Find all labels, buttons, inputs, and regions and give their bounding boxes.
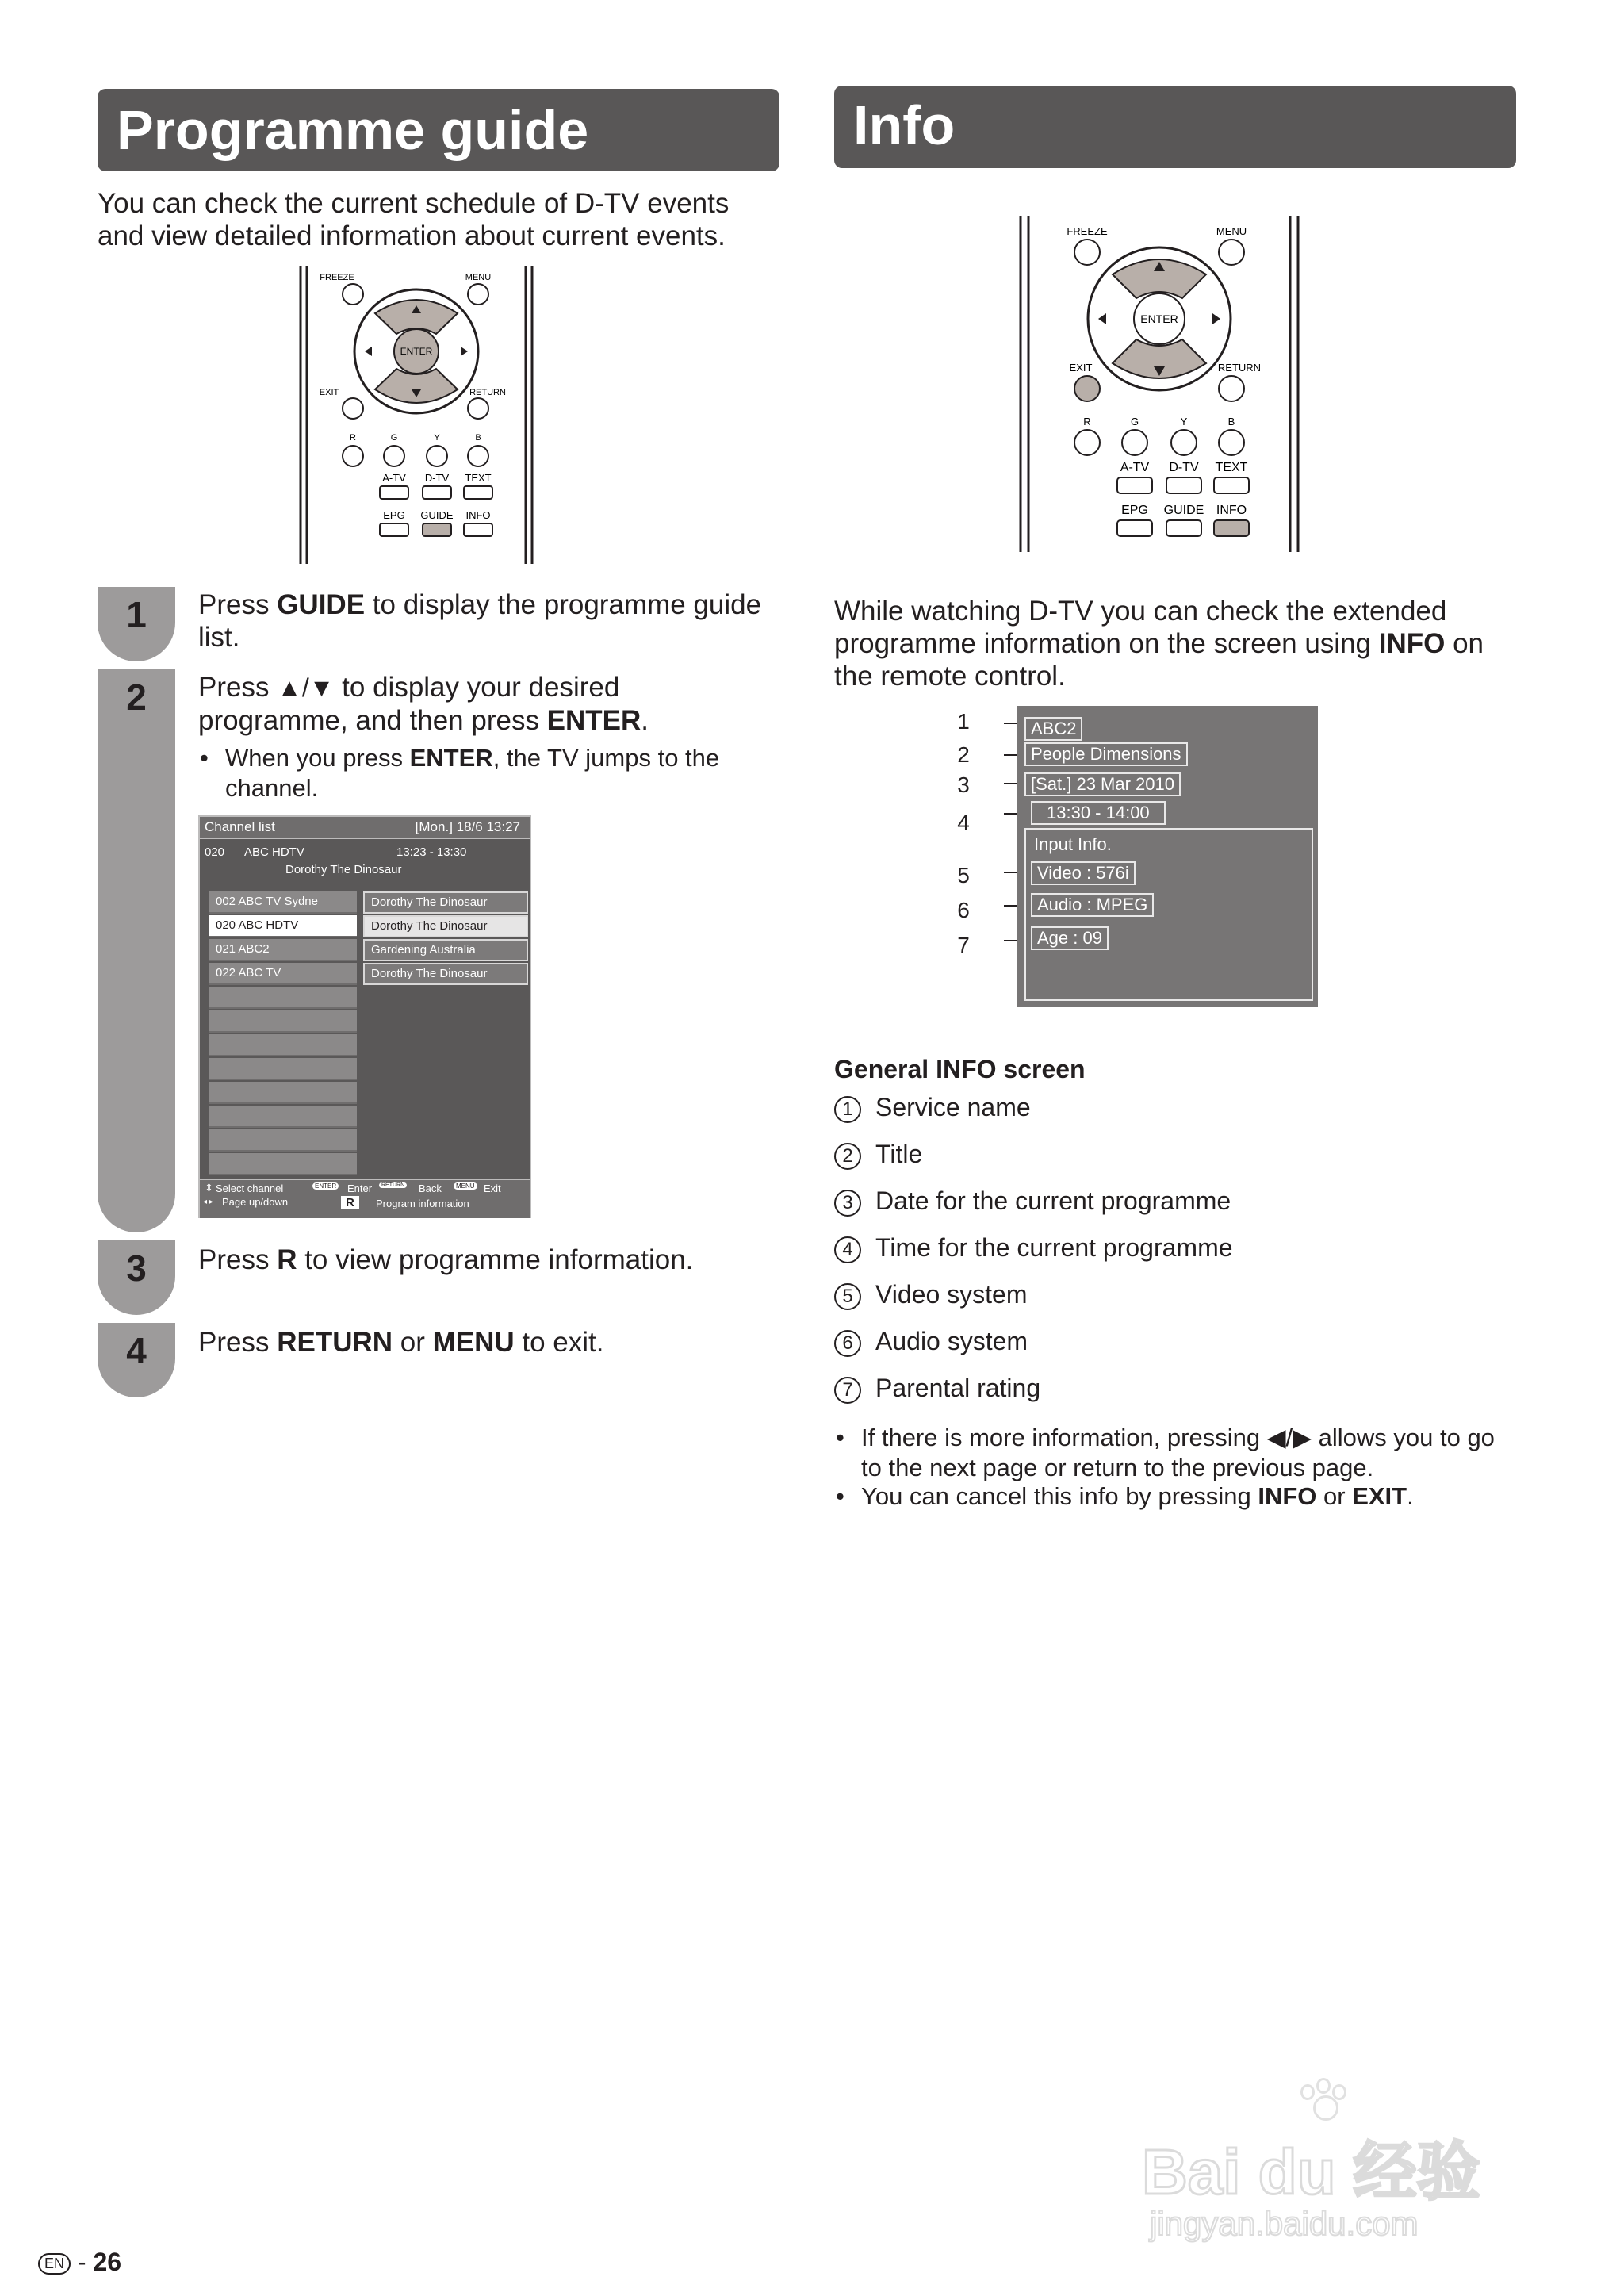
menu-label: MENU <box>465 273 492 282</box>
step-3-badge: 3 <box>98 1240 175 1315</box>
programme-guide-title: Programme guide <box>98 89 779 171</box>
info-time: 13:30 - 14:00 <box>1031 801 1166 825</box>
exit-label: EXIT <box>319 388 339 397</box>
now-channel-number: 020 <box>205 845 225 859</box>
programme-guide-intro: You can check the current schedule of D-TV events and view detailed information about current events. <box>98 188 730 251</box>
channel-list-title: Channel list <box>205 819 275 834</box>
callout-7: 7 <box>957 933 970 957</box>
info-service-name: ABC2 <box>1024 717 1082 741</box>
info-age: Age : 09 <box>1031 926 1109 950</box>
g-label: G <box>1130 416 1139 427</box>
channel-list-header <box>200 817 530 839</box>
r-button[interactable] <box>1074 430 1100 455</box>
info-screen <box>1017 706 1318 1007</box>
channel-row-empty <box>209 987 357 1009</box>
step-3-text: Press R to view programme information. <box>198 1244 694 1275</box>
exit-button[interactable] <box>1074 376 1100 401</box>
exit-label: EXIT <box>1069 362 1093 374</box>
b-label: B <box>475 433 481 443</box>
info-button[interactable] <box>464 523 492 536</box>
remote-control-info <box>1017 214 1301 552</box>
exit-button[interactable] <box>343 398 363 419</box>
info-item-3: 3 Date for the current programme <box>834 1185 1231 1217</box>
input-info-label: Input Info. <box>1034 834 1112 854</box>
programme-row[interactable]: Dorothy The Dinosaur <box>363 963 528 985</box>
enter-label: ENTER <box>400 346 433 357</box>
input-info-panel <box>1024 828 1313 1001</box>
step-4-badge: 4 <box>98 1323 175 1397</box>
now-time: 13:23 - 13:30 <box>396 845 467 859</box>
callout-4: 4 <box>957 811 970 835</box>
freeze-button[interactable] <box>1074 240 1100 265</box>
y-label: Y <box>1180 416 1188 427</box>
text-label: TEXT <box>1215 461 1248 474</box>
language-badge: EN <box>38 2253 71 2275</box>
channel-row[interactable]: 022 ABC TV <box>209 963 357 985</box>
channel-row[interactable]: 002 ABC TV Sydne <box>209 891 357 914</box>
info-bullet-2: • You can cancel this info by pressing INFO or EXIT. <box>836 1482 1414 1510</box>
step-2-text: Press ▲/▼ to display your desired programme, and then press ENTER. <box>198 672 649 736</box>
info-item-2: 2 Title <box>834 1138 922 1170</box>
menu-button[interactable] <box>468 284 488 305</box>
channel-row-empty <box>209 1129 357 1152</box>
atv-button[interactable] <box>1117 477 1152 493</box>
r-button[interactable] <box>343 446 363 466</box>
y-button[interactable] <box>1171 430 1197 455</box>
info-item-7: 7 Parental rating <box>834 1372 1040 1404</box>
page-footer: EN - 26 <box>38 2248 121 2277</box>
page-number: 26 <box>93 2248 122 2276</box>
info-item-6: 6 Audio system <box>834 1325 1028 1357</box>
b-button[interactable] <box>468 446 488 466</box>
remote-control-guide <box>297 264 535 564</box>
freeze-label: FREEZE <box>320 273 354 282</box>
channel-row-empty <box>209 1010 357 1033</box>
now-channel-name: ABC HDTV <box>244 845 304 859</box>
enter-key-icon: ENTER <box>312 1182 339 1190</box>
info-label: INFO <box>1216 504 1247 517</box>
now-programme: Dorothy The Dinosaur <box>285 863 402 876</box>
return-label: RETURN <box>1217 362 1262 374</box>
programme-row[interactable]: Gardening Australia <box>363 939 528 961</box>
guide-button[interactable] <box>1166 520 1201 536</box>
menu-button[interactable] <box>1219 240 1244 265</box>
step-2-badge: 2 <box>98 669 175 1232</box>
info-button[interactable] <box>1214 520 1249 536</box>
epg-button[interactable] <box>1117 520 1152 536</box>
r-key-icon: R <box>341 1196 359 1209</box>
callout-1: 1 <box>957 709 970 734</box>
freeze-label: FREEZE <box>1067 225 1108 237</box>
step-1-badge: 1 <box>98 587 175 661</box>
info-item-1: 1 Service name <box>834 1091 1031 1123</box>
atv-button[interactable] <box>380 486 408 499</box>
dtv-button[interactable] <box>423 486 451 499</box>
dtv-label: D-TV <box>424 472 450 484</box>
leftright-icon: ◂ ▸ <box>203 1198 213 1206</box>
channel-row-empty <box>209 1106 357 1128</box>
atv-label: A-TV <box>1120 461 1150 474</box>
epg-button[interactable] <box>380 523 408 536</box>
info-date: [Sat.] 23 Mar 2010 <box>1024 772 1181 796</box>
guide-label: GUIDE <box>420 509 454 521</box>
dtv-button[interactable] <box>1166 477 1201 493</box>
y-label: Y <box>434 433 440 443</box>
info-item-5: 5 Video system <box>834 1278 1028 1310</box>
channel-row-selected[interactable]: 020 ABC HDTV <box>209 915 357 937</box>
channel-list-date: [Mon.] 18/6 13:27 <box>415 819 520 834</box>
return-button[interactable] <box>1219 376 1244 401</box>
y-button[interactable] <box>427 446 447 466</box>
updown-icon: ⇕ <box>205 1182 213 1194</box>
info-item-4: 4 Time for the current programme <box>834 1232 1233 1263</box>
return-label: RETURN <box>469 388 506 397</box>
callout-3: 3 <box>957 772 970 797</box>
freeze-button[interactable] <box>343 284 363 305</box>
channel-row-empty <box>209 1153 357 1175</box>
channel-list-screen <box>198 815 531 1218</box>
channel-row[interactable]: 021 ABC2 <box>209 939 357 961</box>
step-4-text: Press RETURN or MENU to exit. <box>198 1327 604 1358</box>
channel-row-empty <box>209 1034 357 1056</box>
channel-row-empty <box>209 1058 357 1080</box>
callout-6: 6 <box>957 898 970 922</box>
channel-row-empty <box>209 1082 357 1104</box>
enter-label: ENTER <box>1140 312 1178 325</box>
r-label: R <box>1083 416 1091 427</box>
programme-row[interactable]: Dorothy The Dinosaur <box>363 891 528 914</box>
info-paragraph: While watching D-TV you can check the extended programme information on the screen using INFO on the remote control. <box>834 596 1484 692</box>
info-title: Info <box>834 86 1516 168</box>
b-label: B <box>1227 416 1235 427</box>
g-label: G <box>390 433 398 443</box>
return-key-icon: RETURN <box>379 1182 407 1188</box>
guide-button[interactable] <box>423 523 451 536</box>
step-1-text: Press GUIDE to display the programme guide list. <box>198 589 762 653</box>
text-button[interactable] <box>464 486 492 499</box>
info-screen-diagram <box>952 706 1324 1015</box>
info-audio: Audio : MPEG <box>1031 893 1154 917</box>
info-bullet-1: • If there is more information, pressing ◀/▶ allows you to go to the next page or return to the previous page. <box>836 1424 1495 1481</box>
text-button[interactable] <box>1214 477 1249 493</box>
step-2-bullet: • When you press ENTER, the TV jumps to the channel. <box>200 744 720 802</box>
baidu-watermark: Bai du 经验 jingyan.baidu.com <box>1142 2078 1522 2252</box>
return-button[interactable] <box>468 398 488 419</box>
atv-label: A-TV <box>382 472 406 484</box>
general-info-heading: General INFO screen <box>834 1055 1086 1083</box>
callout-5: 5 <box>957 863 970 887</box>
epg-label: EPG <box>1121 504 1148 517</box>
callout-2: 2 <box>957 742 970 767</box>
info-video: Video : 576i <box>1031 861 1136 885</box>
text-label: TEXT <box>465 472 492 484</box>
dtv-label: D-TV <box>1169 461 1199 474</box>
epg-label: EPG <box>383 509 405 521</box>
channel-list-footer: ⇕ Select channel ENTER Enter RETURN Back MENU Exit ◂ ▸ Page up/down R Program information <box>200 1179 530 1218</box>
b-button[interactable] <box>1219 430 1244 455</box>
menu-key-icon: MENU <box>454 1182 477 1190</box>
info-label: INFO <box>465 509 491 521</box>
info-title-field: People Dimensions <box>1024 742 1188 766</box>
menu-label: MENU <box>1216 225 1247 237</box>
g-button[interactable] <box>1122 430 1147 455</box>
g-button[interactable] <box>384 446 404 466</box>
programme-row-selected[interactable]: Dorothy The Dinosaur <box>363 915 528 937</box>
paw-icon <box>1297 2078 1348 2125</box>
r-label: R <box>350 433 356 443</box>
guide-label: GUIDE <box>1163 504 1204 517</box>
